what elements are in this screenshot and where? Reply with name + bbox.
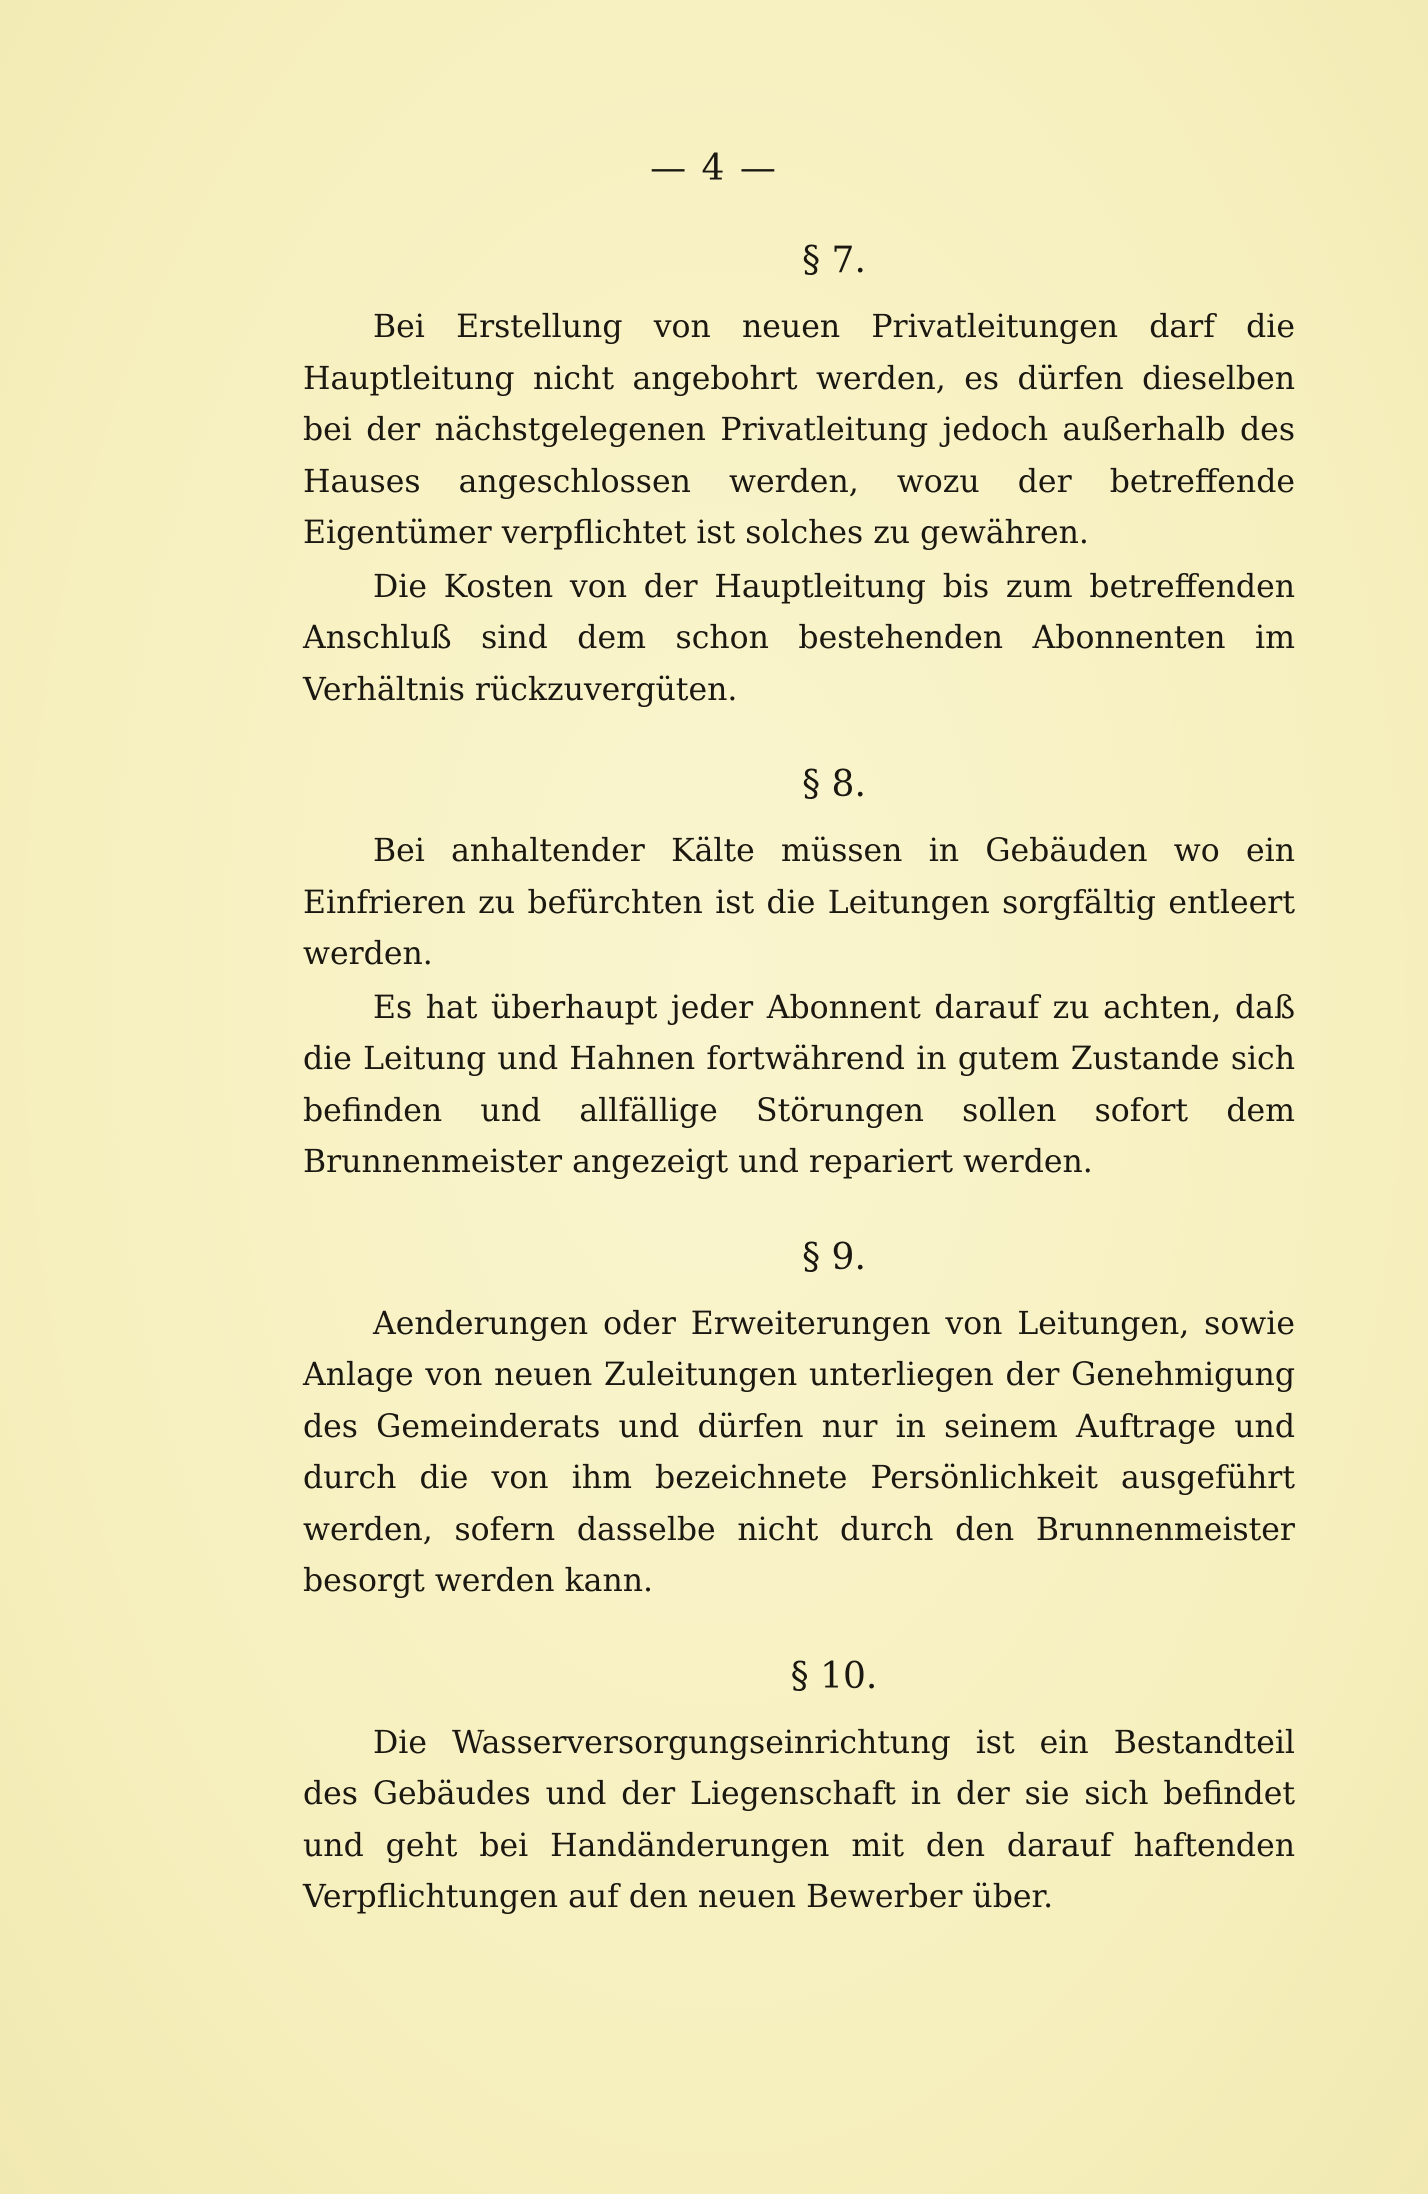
paragraph: Die Kosten von der Hauptleitung bis zum betreffenden Anschluß sind dem schon bestehenden Abonnenten im Verhältnis rückzuvergüten. <box>303 568 1295 708</box>
section-7 <box>303 238 1295 716</box>
paragraph: Die Wasserversorgungseinrichtung ist ein Bestandteil des Gebäudes und der Liegenschaft in der sie sich befindet und geht bei Handänderungen mit den darauf haftenden Verpflichtungen auf den neuen Bewerber über. <box>303 1724 1295 1915</box>
paragraph: Es hat überhaupt jeder Abonnent darauf zu achten, daß die Leitung und Hahnen fortwährend in gutem Zustande sich befinden und allfällige Störungen sollen sofort dem Brunnenmeister angezeigt und repariert werden. <box>303 989 1295 1180</box>
section-heading: § 8. <box>802 764 866 805</box>
section-10 <box>303 1654 1295 1924</box>
paragraph: Bei anhaltender Kälte müssen in Gebäuden wo ein Einfrieren zu befürchten ist die Leitungen sorgfältig entleert werden. <box>303 833 1295 972</box>
page-number: — 4 — <box>650 148 778 189</box>
paragraph: Aenderungen oder Erweiterungen von Leitungen, sowie Anlage von neuen Zuleitungen unterliegen der Genehmigung des Gemeinderats und dürfen nur in seinem Auftrage und durch die von ihm bezeichnete Persönlichkeit ausgeführt werden, sofern dasselbe nicht durch den Brunnenmeister besorgt werden kann. <box>303 1305 1295 1599</box>
section-heading: § 10. <box>790 1655 878 1697</box>
section-8 <box>303 762 1295 1189</box>
section-9 <box>303 1235 1295 1608</box>
paragraph: Bei Erstellung von neuen Privatleitungen darf die Hauptleitung nicht angebohrt werden, es dürfen dieselben bei der nächstgelegenen Privatleitung jedoch außerhalb des Hauses angeschlossen werden, wozu der betreffende Eigentümer verpflichtet ist solches zu gewähren. <box>303 309 1295 551</box>
page-body <box>303 238 1295 1970</box>
section-heading: § 9. <box>802 1236 866 1278</box>
section-heading: § 7. <box>802 240 866 281</box>
